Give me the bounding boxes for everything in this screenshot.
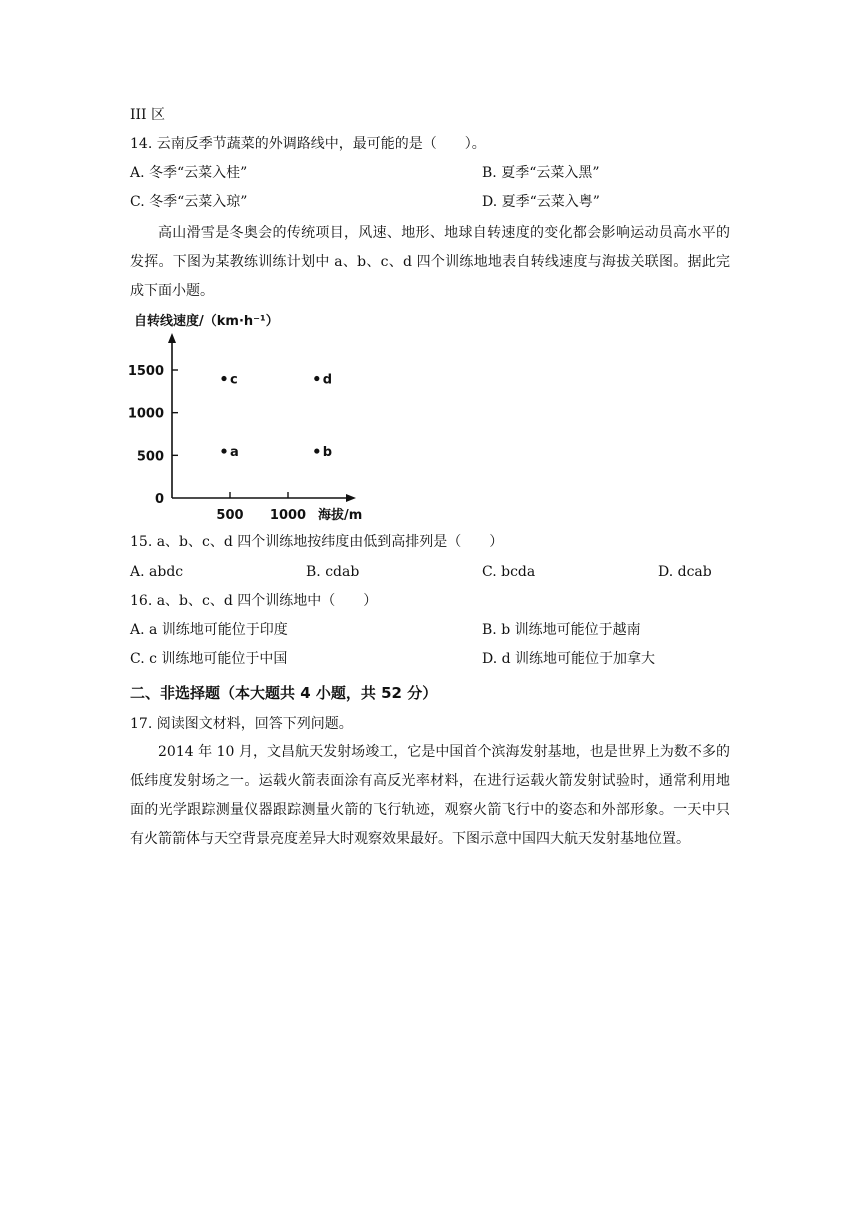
question-15-stem: 15. a、b、c、d 四个训练地按纬度由低到高排列是（ ） — [130, 534, 504, 550]
point-label-c: c — [230, 372, 238, 388]
point-c — [221, 376, 226, 381]
y-axis-arrow — [168, 333, 176, 343]
point-label-a: a — [230, 445, 239, 461]
section-title-nonchoice: 二、非选择题（本大题共 4 小题，共 52 分） — [130, 684, 438, 702]
q15-option-d: D. dcab — [658, 564, 712, 580]
y-tick-label: 1500 — [127, 364, 164, 379]
x-axis-arrow — [346, 494, 356, 502]
q16-option-b: B. b 训练地可能位于越南 — [482, 622, 641, 638]
point-label-b: b — [322, 445, 333, 461]
q15-option-b: B. cdab — [306, 564, 360, 580]
question-14-stem: 14. 云南反季节蔬菜的外调路线中，最可能的是（ ）。 — [130, 136, 486, 152]
q16-option-c: C. c 训练地可能位于中国 — [130, 651, 288, 667]
q16-option-d: D. d 训练地可能位于加拿大 — [482, 651, 656, 667]
x-tick-label: 1000 — [269, 508, 307, 523]
q14-option-a: A. 冬季“云菜入桂” — [130, 165, 248, 181]
q15-option-c: C. bcda — [482, 564, 536, 580]
question-17-material: 2014 年 10 月，文昌航天发射场竣工，它是中国首个滨海发射基地，也是世界上为数不多的低纬度发射场之一。运载火箭表面涂有高反光率材料，在进行运载火箭发射试验时，通常利用地面的光学跟踪测量仪器跟踪测量火箭的飞行轨迹，观察火箭飞行中的姿态和外部形象。一天中只有火箭箭体与天空背景亮度差异大时观察效果最好。下图示意中国四大航天发射基地位置。 — [130, 744, 730, 847]
q14-option-d: D. 夏季“云菜入粤” — [482, 194, 600, 210]
point-b — [314, 448, 319, 453]
question-17-stem: 17. 阅读图文材料，回答下列问题。 — [130, 716, 353, 732]
y-tick-label: 0 — [154, 492, 164, 507]
y-tick-label: 500 — [136, 449, 164, 465]
point-a — [221, 448, 226, 453]
question-16-stem: 16. a、b、c、d 四个训练地中（ ） — [130, 593, 378, 609]
q15-option-a: A. abdc — [130, 564, 184, 580]
rotation-speed-altitude-chart — [120, 305, 380, 530]
point-d — [314, 376, 319, 381]
point-label-d: d — [322, 372, 333, 388]
x-tick-label: 500 — [216, 508, 244, 523]
material-paragraph: 高山滑雪是冬奥会的传统项目，风速、地形、地球自转速度的变化都会影响运动员高水平的发挥。下图为某教练训练计划中 a、b、c、d 四个训练地地表自转线速度与海拔关联图。据此完成下面小题。 — [130, 225, 730, 299]
x-axis-label: 海拔/m — [318, 508, 363, 523]
q14-option-b: B. 夏季“云菜入黑” — [482, 165, 600, 181]
q14-option-c: C. 冬季“云菜入琼” — [130, 194, 248, 210]
y-axis-label: 自转线速度/（km·h⁻¹） — [134, 314, 279, 329]
y-tick-label: 1000 — [127, 406, 164, 422]
section-header-III: III 区 — [130, 107, 166, 123]
q16-option-a: A. a 训练地可能位于印度 — [130, 622, 288, 638]
